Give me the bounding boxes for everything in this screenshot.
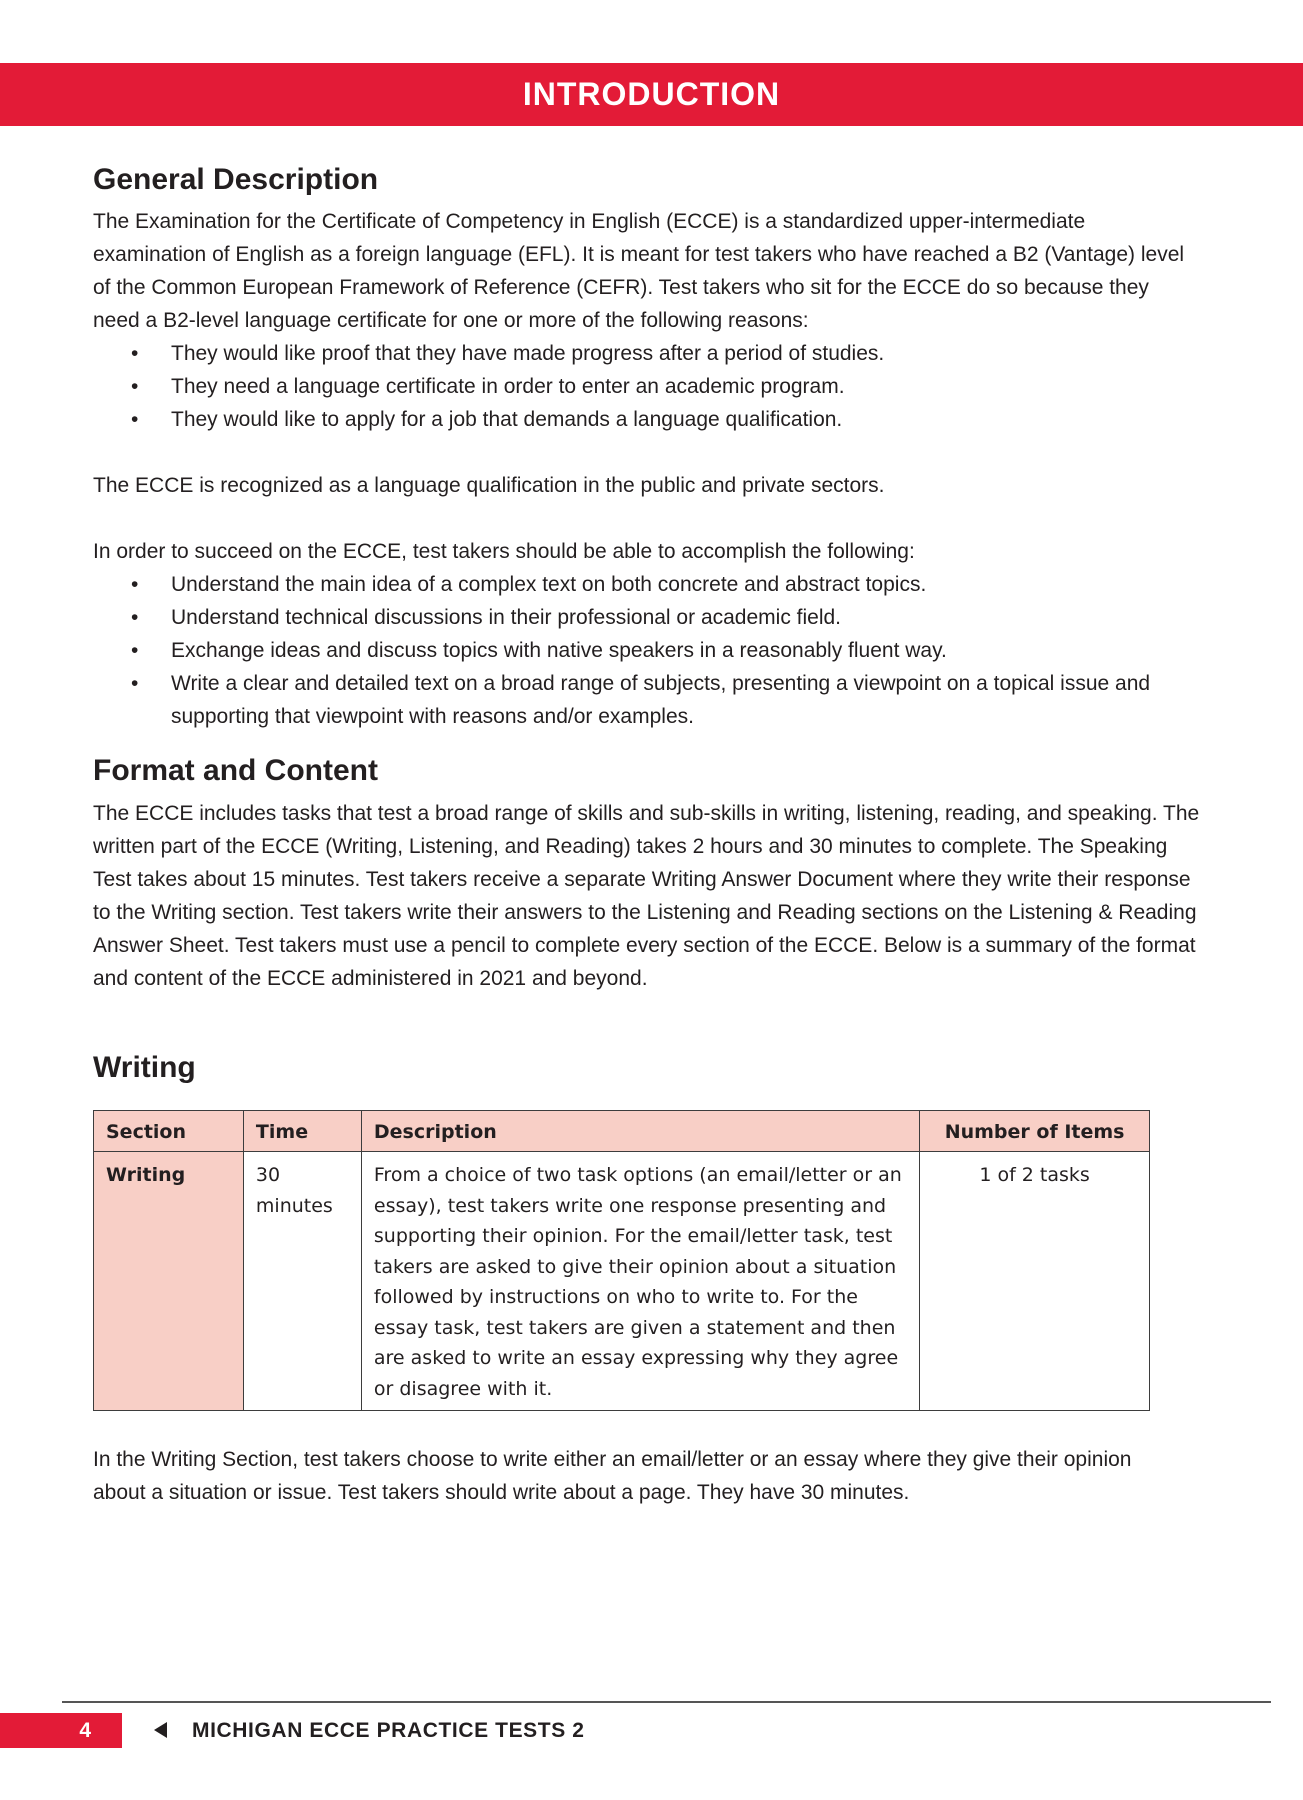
bullet-icon: • bbox=[131, 342, 139, 365]
reasons-list bbox=[93, 337, 1193, 436]
footer-book-title: MICHIGAN ECCE PRACTICE TESTS 2 bbox=[192, 1719, 585, 1742]
succeed-intro: In order to succeed on the ECCE, test takers should be able to accomplish the following: bbox=[93, 540, 915, 563]
bullet-icon: • bbox=[131, 606, 139, 629]
writing-table bbox=[93, 1110, 1150, 1411]
cell-section: Writing bbox=[94, 1152, 244, 1411]
bullet-icon: • bbox=[131, 408, 139, 431]
writing-table-wrapper bbox=[93, 1110, 1150, 1411]
list-item: • Understand technical discussions in their professional or academic field. bbox=[93, 601, 1193, 634]
general-description-intro: The Examination for the Certificate of Competency in English (ECCE) is a standardized upper-intermediate examination of English as a foreign language (EFL). It is meant for test takers who have reached a B2 (Vantage) level of the Common European Framework of Reference (CEFR). Test takers who sit for the ECCE do so because they need a B2-level language certificate for one or more of the following reasons: bbox=[93, 210, 1185, 332]
heading-general-description: General Description bbox=[93, 163, 379, 196]
skills-list bbox=[93, 568, 1193, 733]
table-row bbox=[94, 1152, 1150, 1411]
header-section: Section bbox=[94, 1111, 244, 1152]
writing-summary: In the Writing Section, test takers choose to write either an email/letter or an essay where they give their opinion about a situation or issue. Test takers should write about a page. They have 30 minutes. bbox=[93, 1448, 1132, 1504]
banner-title: INTRODUCTION bbox=[522, 76, 781, 112]
list-item: • Write a clear and detailed text on a broad range of subjects, presenting a viewpoint on a topical issue and supporting that viewpoint with reasons and/or examples. bbox=[93, 667, 1193, 733]
list-item: • They would like proof that they have made progress after a period of studies. bbox=[93, 337, 1193, 370]
bullet-icon: • bbox=[131, 672, 139, 695]
bullet-icon: • bbox=[131, 573, 139, 596]
table-header-row bbox=[94, 1111, 1150, 1152]
section-banner bbox=[0, 63, 1303, 126]
list-item: • Exchange ideas and discuss topics with native speakers in a reasonably fluent way. bbox=[93, 634, 1193, 667]
header-time: Time bbox=[243, 1111, 361, 1152]
bullet-icon: • bbox=[131, 375, 139, 398]
cell-items: 1 of 2 tasks bbox=[920, 1152, 1150, 1411]
list-item: • Understand the main idea of a complex text on both concrete and abstract topics. bbox=[93, 568, 1193, 601]
left-triangle-icon bbox=[154, 1722, 167, 1738]
cell-time: 30 minutes bbox=[243, 1152, 361, 1411]
list-item: • They would like to apply for a job that demands a language qualification. bbox=[93, 403, 1193, 436]
heading-format-content: Format and Content bbox=[93, 754, 378, 787]
header-description: Description bbox=[361, 1111, 919, 1152]
page-number: 4 bbox=[0, 1713, 122, 1748]
recognition-text: The ECCE is recognized as a language qualification in the public and private sectors. bbox=[93, 474, 885, 497]
bullet-icon: • bbox=[131, 639, 139, 662]
list-item: • They need a language certificate in order to enter an academic program. bbox=[93, 370, 1193, 403]
cell-description: From a choice of two task options (an email/letter or an essay), test takers write one response presenting and supporting their opinion. For the email/letter task, test takers are asked to give their opinion about a situation followed by instructions on who to write to. For the essay task, test takers are given a statement and then are asked to write an essay expressing why they agree or disagree with it. bbox=[361, 1152, 919, 1411]
header-number-of-items: Number of Items bbox=[920, 1111, 1150, 1152]
format-content-body: The ECCE includes tasks that test a broad range of skills and sub-skills in writing, listening, reading, and speaking. The written part of the ECCE (Writing, Listening, and Reading) takes 2 hours and 30 minutes to complete. The Speaking Test takes about 15 minutes. Test takers receive a separate Writing Answer Document where they write their response to the Writing section. Test takers write their answers to the Listening and Reading sections on the Listening & Reading Answer Sheet. Test takers must use a pencil to complete every section of the ECCE. Below is a summary of the format and content of the ECCE administered in 2021 and beyond. bbox=[93, 802, 1200, 990]
heading-writing: Writing bbox=[93, 1051, 196, 1084]
footer-divider bbox=[62, 1701, 1271, 1703]
page-content bbox=[93, 160, 1200, 1509]
